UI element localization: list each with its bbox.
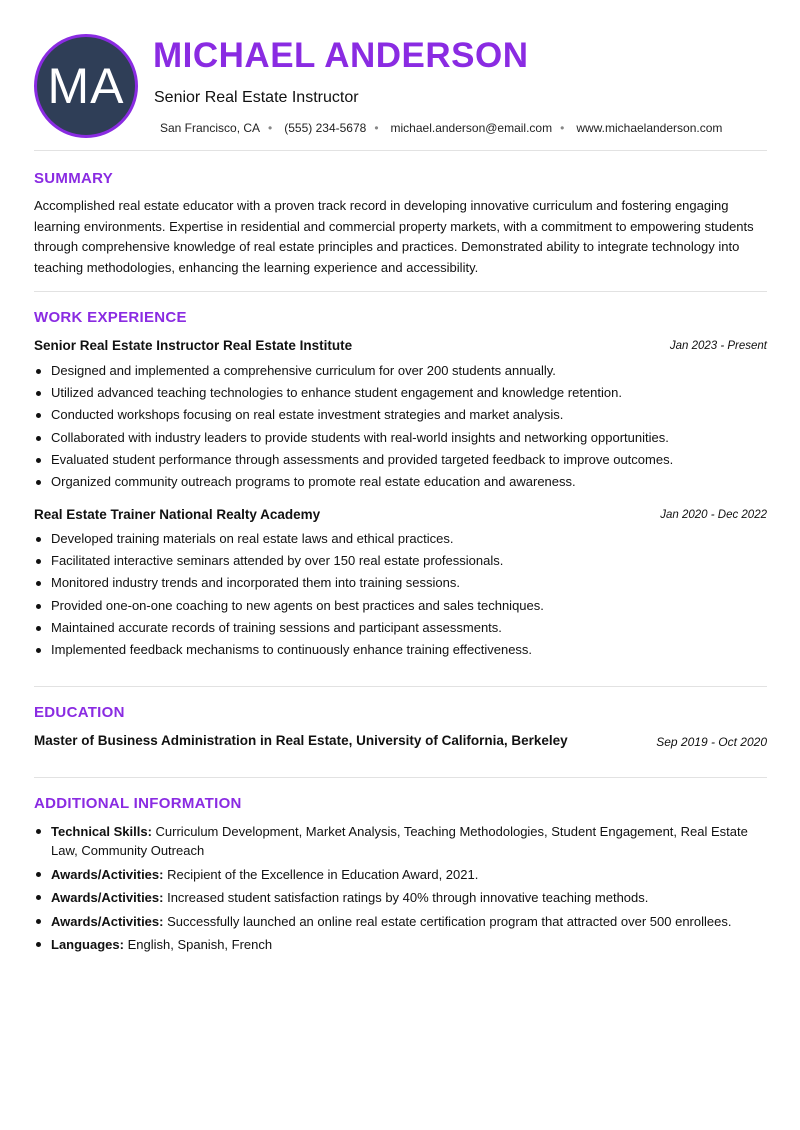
separator-dot-icon: •	[560, 121, 565, 135]
job-bullet-list	[34, 528, 767, 661]
education-heading: EDUCATION	[34, 704, 125, 721]
section-divider	[34, 291, 767, 292]
job-header	[34, 338, 767, 356]
info-text: Recipient of the Excellence in Education Award, 2021.	[163, 866, 479, 882]
list-item: Implemented feedback mechanisms to continuously enhance training effectiveness.	[34, 639, 767, 661]
info-label: Awards/Activities:	[51, 866, 164, 882]
list-item: Maintained accurate records of training sessions and participant assessments.	[34, 617, 767, 639]
list-item	[34, 865, 767, 884]
list-item: Developed training materials on real estate laws and ethical practices.	[34, 528, 767, 550]
contact-phone: (555) 234-5678	[284, 121, 367, 135]
info-label: Technical Skills:	[51, 824, 152, 839]
contact-email[interactable]: michael.anderson@email.com	[390, 121, 553, 135]
avatar	[34, 34, 138, 138]
list-item: Organized community outreach programs to promote real estate education and awareness.	[34, 471, 767, 493]
section-divider	[34, 686, 767, 687]
list-item: Evaluated student performance through assessments and provided targeted feedback to improve outcomes.	[34, 449, 767, 471]
list-item	[34, 912, 767, 931]
info-label: Languages:	[51, 937, 124, 952]
summary-heading: SUMMARY	[34, 170, 114, 187]
education-entry	[34, 733, 767, 751]
candidate-name: MICHAEL ANDERSON	[153, 36, 529, 75]
list-item: Utilized advanced teaching technologies to enhance student engagement and knowledge retention.	[34, 382, 767, 404]
additional-heading: ADDITIONAL INFORMATION	[34, 795, 242, 812]
list-item: Provided one-on-one coaching to new agents on best practices and sales techniques.	[34, 595, 767, 617]
education-degree: Master of Business Administration in Real Estate, University of California, Berkeley	[34, 733, 568, 748]
contact-website[interactable]: www.michaelanderson.com	[576, 121, 723, 135]
job-dates: Jan 2020 - Dec 2022	[660, 509, 767, 521]
list-item	[34, 822, 767, 860]
job-role: Real Estate Trainer National Realty Academy	[34, 507, 321, 522]
job-bullet-list	[34, 360, 767, 493]
avatar-initials: MA	[47, 58, 125, 114]
additional-info-list	[34, 822, 767, 959]
experience-heading: WORK EXPERIENCE	[34, 309, 187, 326]
job-header	[34, 507, 767, 525]
candidate-title: Senior Real Estate Instructor	[154, 89, 359, 106]
section-divider	[34, 777, 767, 778]
contact-location: San Francisco, CA	[160, 121, 261, 135]
education-dates: Sep 2019 - Oct 2020	[656, 735, 767, 749]
list-item: Facilitated interactive seminars attended by over 150 real estate professionals.	[34, 550, 767, 572]
section-divider	[34, 150, 767, 151]
info-label: Awards/Activities:	[51, 913, 164, 929]
list-item: Conducted workshops focusing on real estate investment strategies and market analysis.	[34, 404, 767, 426]
info-text: English, Spanish, French	[123, 937, 273, 952]
separator-dot-icon: •	[374, 121, 379, 135]
list-item	[34, 935, 767, 954]
info-text: Increased student satisfaction ratings by 40% through innovative teaching methods.	[163, 890, 649, 905]
contact-bar	[160, 121, 722, 135]
list-item: Collaborated with industry leaders to provide students with real-world insights and networking opportunities.	[34, 427, 767, 449]
list-item: Designed and implemented a comprehensive curriculum for over 200 students annually.	[34, 360, 767, 382]
list-item	[34, 888, 767, 907]
info-text: Successfully launched an online real estate certification program that attracted over 500 enrollees.	[163, 913, 732, 929]
info-label: Awards/Activities:	[51, 890, 164, 905]
info-text: Curriculum Development, Market Analysis, Teaching Methodologies, Student Engagement, Real Estate Law, Community Outreach	[51, 824, 748, 858]
list-item: Monitored industry trends and incorporated them into training sessions.	[34, 572, 767, 594]
separator-dot-icon: •	[268, 121, 273, 135]
job-dates: Jan 2023 - Present	[669, 340, 767, 352]
summary-text: Accomplished real estate educator with a proven track record in developing innovative curriculum and fostering engaging learning environments. Expertise in residential and commercial property markets, with a commitment to empowering students through comprehensive knowledge of real estate principles and practices. Demonstrated ability to integrate technology into teaching methodologies, enhancing the learning experience and accessibility.	[34, 198, 754, 275]
job-role: Senior Real Estate Instructor Real Estate Institute	[34, 338, 353, 353]
